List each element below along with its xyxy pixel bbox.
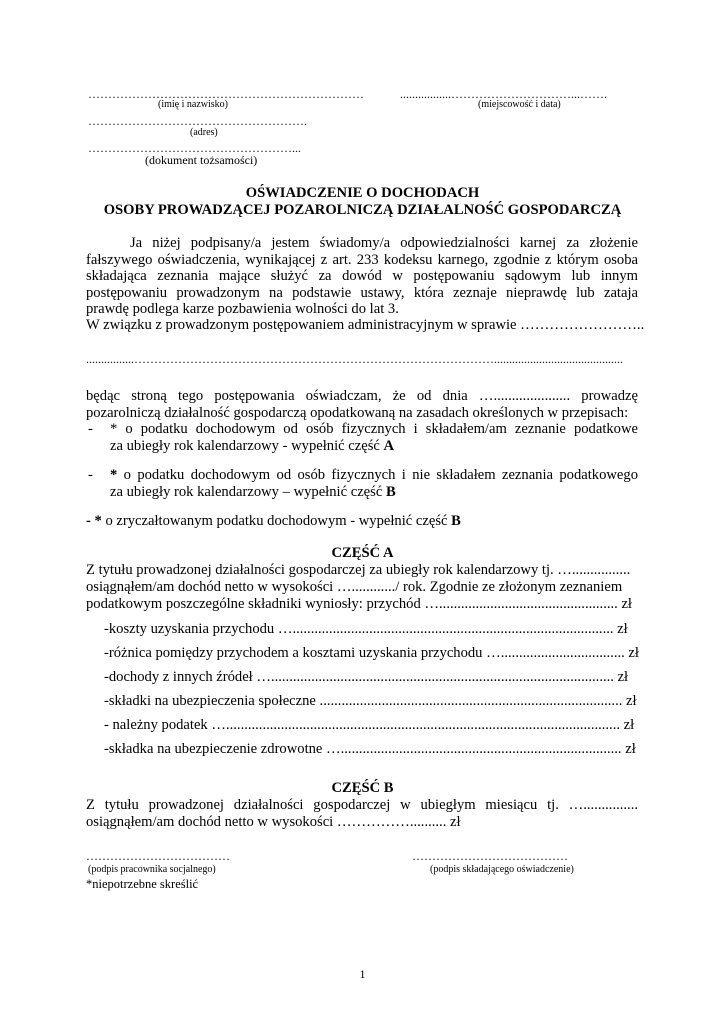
part-b-line-2: osiągnąłem/am dochód netto w wysokości …………….......... zł [86,814,461,830]
intro-line-1: Ja niżej podpisany/a jestem świadomy/a odpowiedzialności karnej za złożenie [130,235,638,251]
social-worker-signature-label: (podpis pracownika socjalnego) [88,864,216,875]
part-b-line-1: Z tytułu prowadzonej działalności gospodarczej w ubiegłym miesiącu tj. …............... [86,797,638,813]
intro-line-5: prawdę podlega karze pozbawienia wolności do lat 3. [86,301,399,317]
case-line: W związku z prowadzonym postępowaniem administracyjnym w sprawie …………………….. [86,317,645,333]
part-a-item: -różnica pomiędzy przychodem a kosztami uzyskania przychodu ….................................. zł [104,645,639,661]
declarant-signature-label: (podpis składającego oświadczenie) [430,864,574,875]
part-a-line-3: podatkowym poszczególne składniki wyniosły: przychód …................................................. zł [86,596,632,612]
declaration-line-1: będąc stroną tego postępowania oświadczam, że od dnia …..................... prowadzę [86,388,638,404]
address-label: (adres) [190,127,218,138]
part-b-heading: CZĘŚĆ B [331,780,394,796]
option-2-line-1: * o podatku dochodowym od osób fizycznych i nie składałem zeznania podatkowego [110,467,638,483]
document-dots: ……………………………………………... [88,141,301,155]
declarant-signature-dots: ………………………………… [412,849,568,863]
part-a-line-1: Z tytułu prowadzonej działalności gospodarczej za ubiegły rok kalendarzowy tj. …................ [86,562,631,578]
option-1-line-2: za ubiegły rok kalendarzowy - wypełnić część A [110,438,395,454]
title-line-2: OSOBY PROWADZĄCEJ POZAROLNICZĄ DZIAŁALNOŚĆ GOSPODARCZĄ [103,202,622,218]
option-1-dash: - [88,421,93,437]
place-date-label: (miejscowość i data) [478,99,561,110]
option-3-line: - * o zryczałtowanym podatku dochodowym - wypełnić część B [86,513,461,529]
option-2-line-2: za ubiegły rok kalendarzowy – wypełnić część B [110,484,396,500]
case-dots-line: ................………………………………………………………………………………........................................... [86,352,623,366]
intro-line-3: składająca zeznania mające służyć za dowód w postępowaniu sądowym lub innym [86,268,638,284]
document-label: (dokument tożsamości) [145,153,258,167]
place-date-dots: .................…………………………...……. [400,87,607,101]
part-a-item: -składki na ubezpieczenia społeczne ................................................................................... zł [104,693,637,709]
part-a-item: -dochody z innych źródeł ….............................................................................................. zł [104,669,629,685]
part-a-heading: CZĘŚĆ A [331,545,394,561]
social-worker-signature-dots: ……………………………… [86,849,230,863]
title-line-1: OŚWIADCZENIE O DOCHODACH [245,185,480,201]
part-a-item: -koszty uzyskania przychodu …........................................................................................ zł [104,621,628,637]
declaration-line-2: pozarolniczą działalność gospodarczą opodatkowaną na zasadach określonych w przepisach: [86,405,629,421]
intro-line-2: fałszywego oświadczenia, wynikającej z art. 233 kodeksu karnego, zgodnie z którym osoba [86,252,638,268]
intro-line-4: postępowaniu prowadzonym na podstawie ustawy, która zeznaje nieprawdę lub zataja [86,285,638,301]
option-1-line-1: * o podatku dochodowym od osób fizycznych i składałem/am zeznanie podatkowe [110,421,638,437]
page-number: 1 [359,967,366,981]
option-2-dash: - [88,467,93,483]
name-label: (imię i nazwisko) [158,99,228,110]
footnote: *niepotrzebne skreślić [86,877,199,891]
part-a-item: - należny podatek …............................................................................................................ zł [104,717,635,733]
address-dots: ………………………………………………. [88,114,307,128]
name-dots: …………………………………………………………… [88,87,364,101]
part-a-item: -składka na ubezpieczenie zdrowotne …............................................................................. zł [104,741,636,757]
part-a-line-2: osiągnąłem/am dochód netto w wysokości …............/ rok. Zgodnie ze złożonym zeznaniem [86,579,623,595]
